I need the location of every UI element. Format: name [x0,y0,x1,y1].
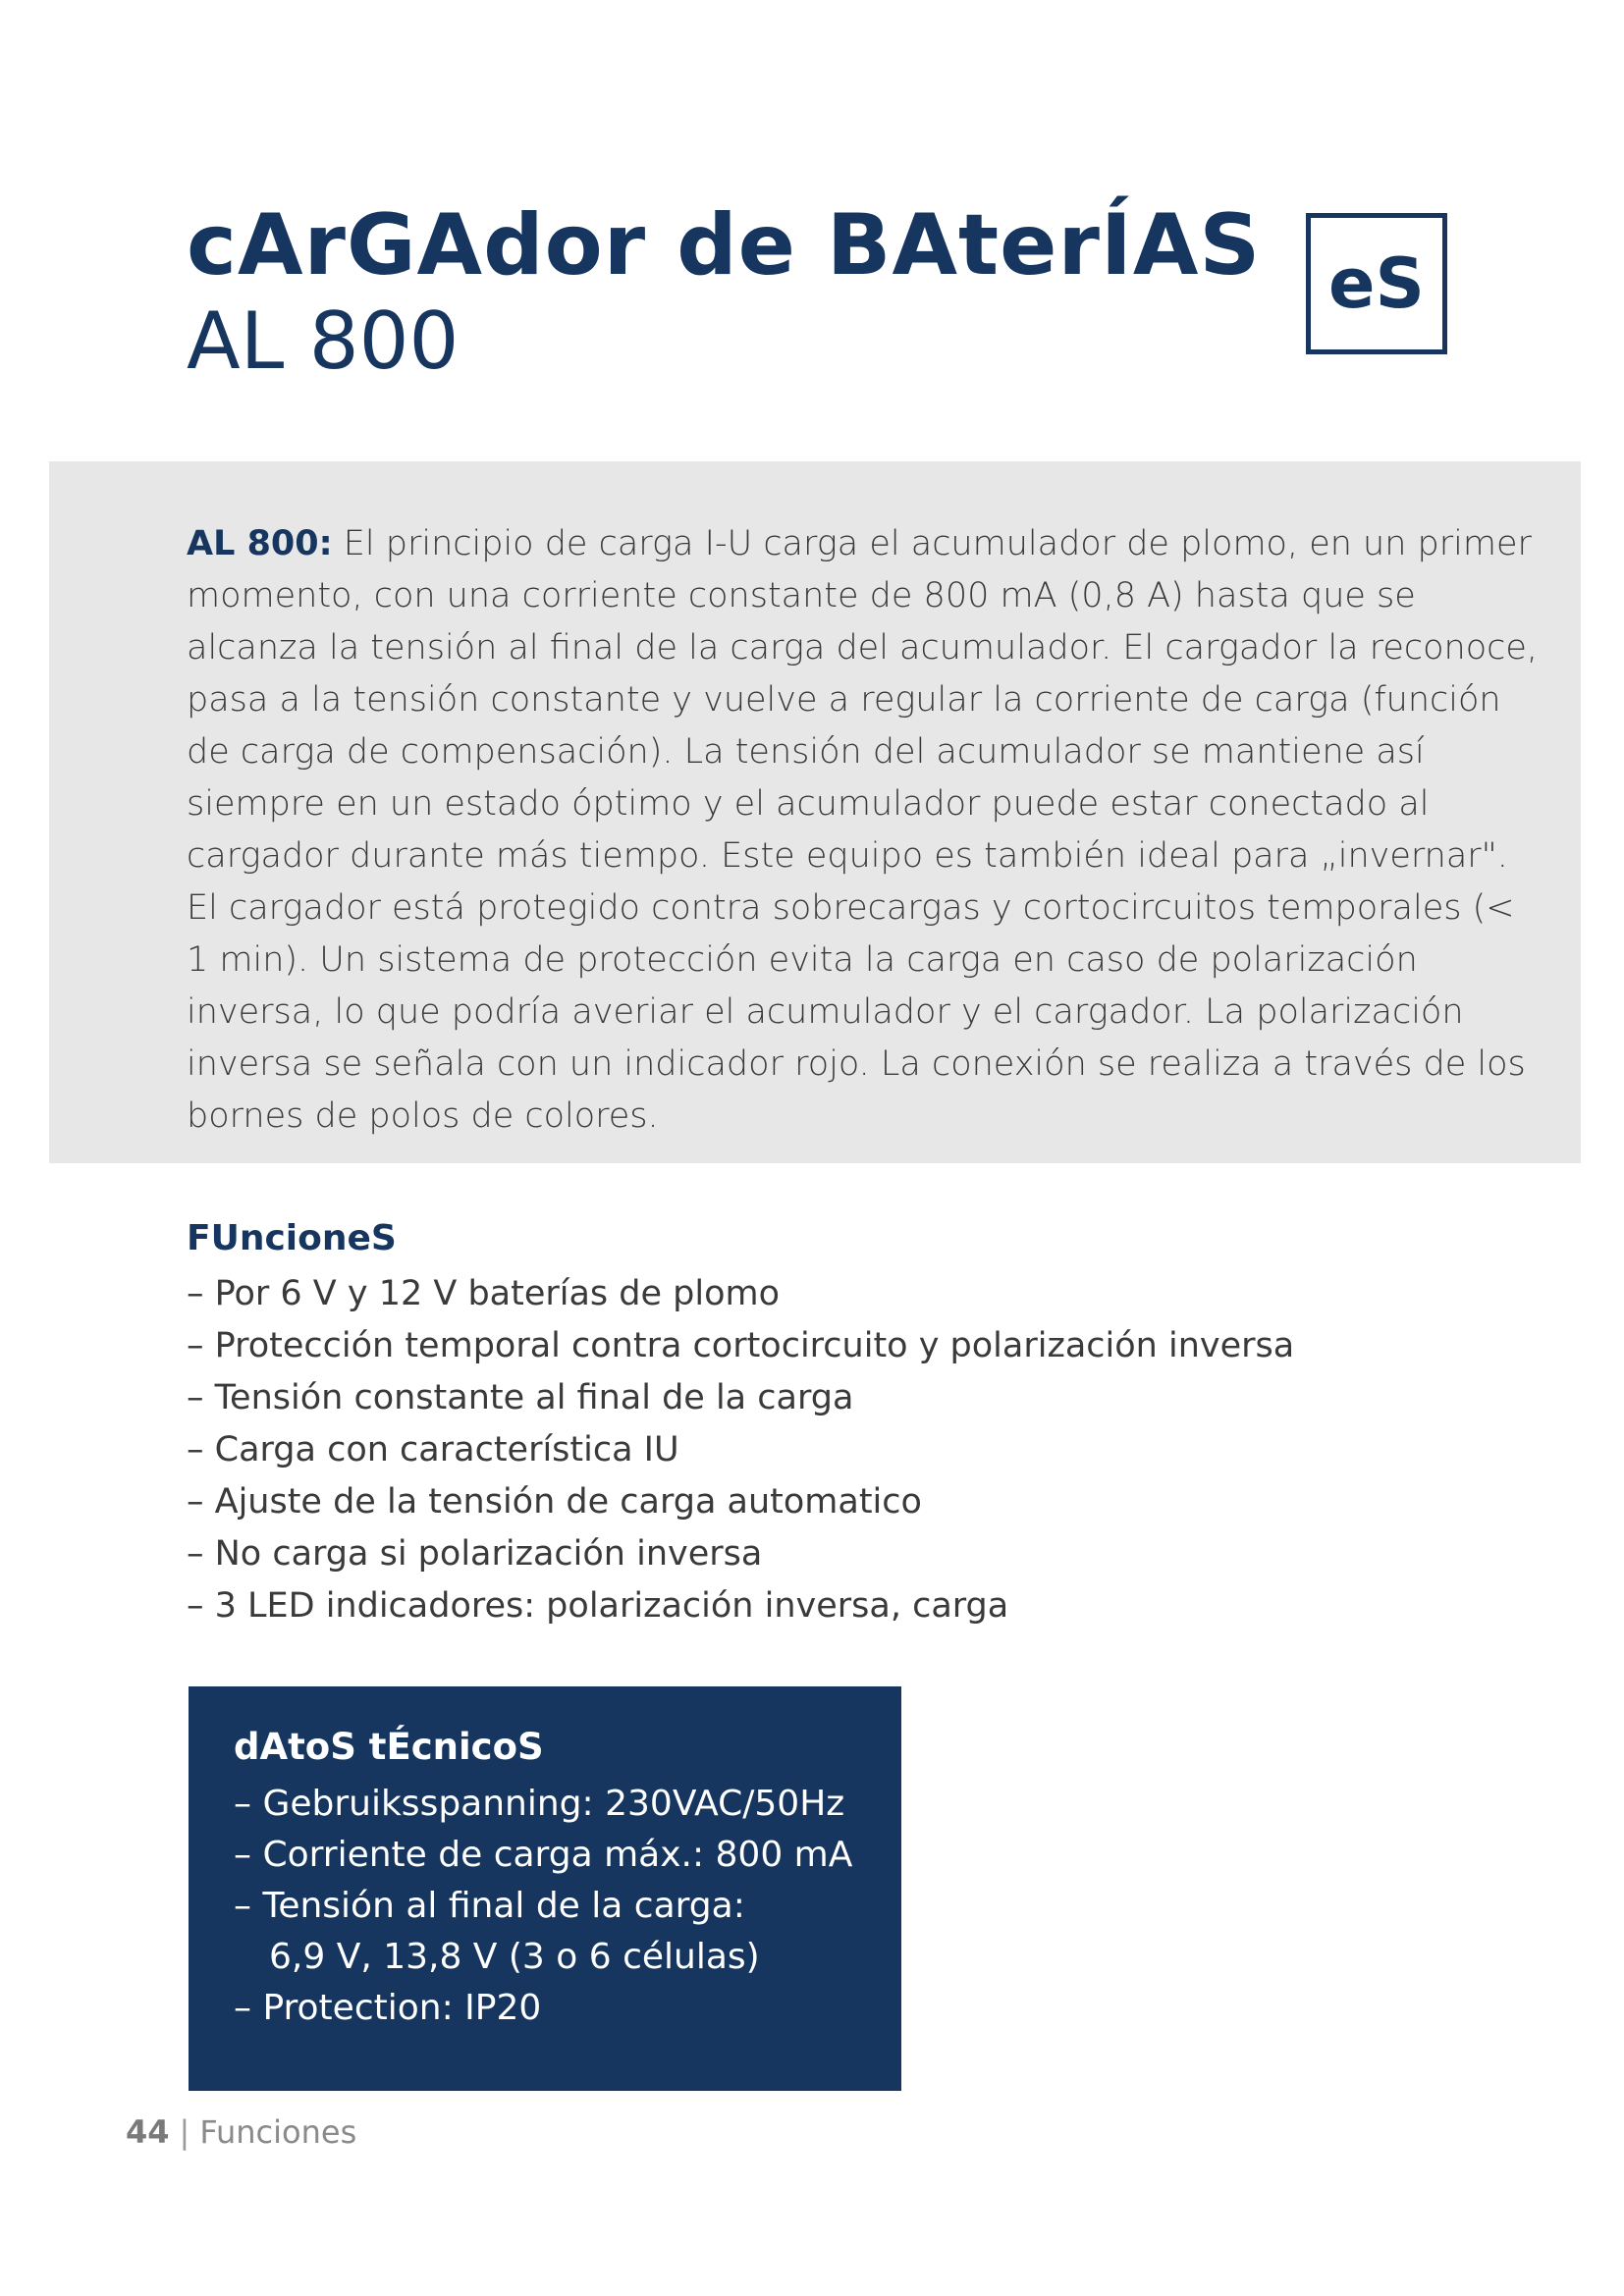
technical-data-box [189,1686,901,2091]
list-item: – Protección temporal contra cortocircuito y polarización inversa [187,1326,1295,1365]
list-item: – Corriente de carga máx.: 800 mA [234,1835,853,1875]
footer-separator: | [179,2113,190,2151]
list-item: – Carga con característica IU [187,1430,679,1469]
technical-data-heading: dAtoS tÉcnicoS [234,1726,544,1768]
language-badge: eS [1306,213,1447,354]
model-name: AL 800 [187,295,460,387]
functions-list [187,1268,1463,1632]
list-item: – Gebruiksspanning: 230VAC/50Hz [234,1784,845,1824]
list-item: – Ajuste de la tensión de carga automatico [187,1482,922,1522]
functions-heading: FUncioneS [187,1218,397,1258]
page-footer [126,2110,356,2154]
technical-data-list [234,1779,882,2034]
footer-section: Funciones [199,2113,357,2151]
page-number: 44 [126,2113,170,2151]
list-item: – Tensión al final de la carga: [234,1886,745,1926]
list-item: – Tensión constante al final de la carga [187,1378,854,1417]
list-item: – Protection: IP20 [234,1988,542,2028]
intro-box [49,461,1581,1163]
intro-paragraph [187,518,1542,1143]
intro-lead: AL 800: [187,524,333,563]
page-title: cArGAdor de BAterÍAS [187,196,1262,294]
list-item: – Por 6 V y 12 V baterías de plomo [187,1274,781,1313]
functions-section [187,1215,1463,1632]
list-item-continuation: 6,9 V, 13,8 V (3 o 6 células) [269,1937,760,1977]
list-item: – No carga si polarización inversa [187,1534,763,1574]
technical-data-content [234,1722,882,2034]
intro-body: El principio de carga I-U carga el acumulador de plomo, en un primer momento, con una corriente constante de 800 mA (0,8 A) hasta que se alcanza la tensión al final de la carga del acumulador. El cargador la reconoce, pasa a la tensión constante y vuelve a regular la corriente de carga (función de carga de compensación). La tensión del acumulador se mantiene así siempre en un estado óptimo y el acumulador puede estar conectado al cargador durante más tiempo. Este equipo es también ideal para „invernar". El cargador está protegido contra sobrecargas y cortocircuitos temporales (< 1 min). Un sistema de protección evita la carga en caso de polarización inversa, lo que podría averiar el acumulador y el cargador. La polarización inversa se señala con un indicador rojo. La conexión se realiza a través de los bornes de polos de colores. [187,524,1539,1136]
list-item: – 3 LED indicadores: polarización inversa, carga [187,1586,1009,1626]
